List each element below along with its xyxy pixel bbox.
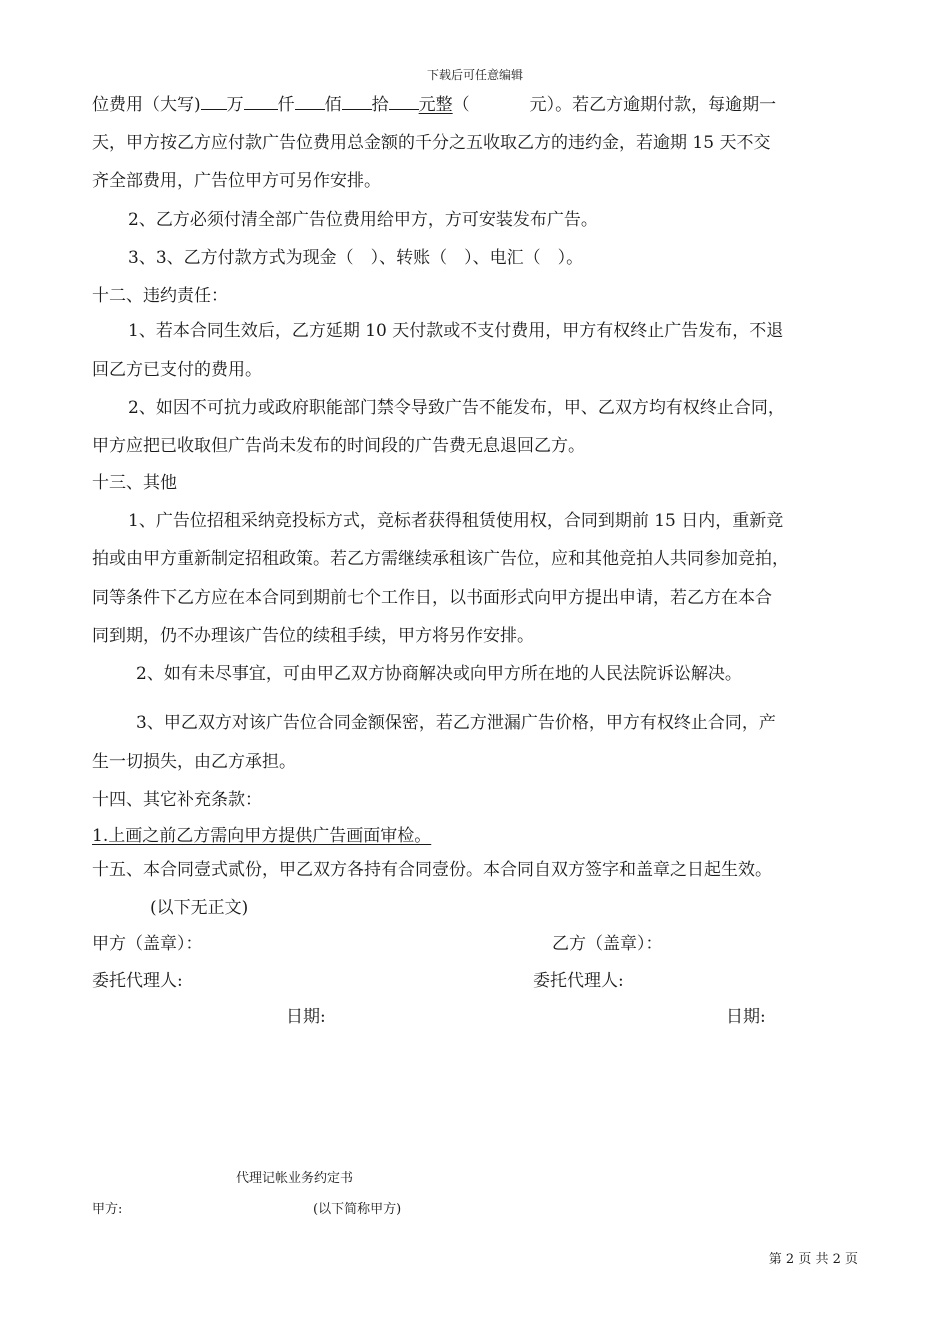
section-13-item-1-line-2: 拍或由甲方重新制定招租政策。若乙方需继续承租该广告位，应和其他竞拍人共同参加竞拍， bbox=[92, 549, 789, 569]
agent-party-a: 委托代理人: bbox=[92, 971, 183, 991]
unit-qian: 仟 bbox=[277, 95, 295, 115]
fee-line-2: 天，甲方按乙方应付款广告位费用总金额的千分之五收取乙方的违约金，若逾期 15 天不交 bbox=[92, 133, 771, 153]
next-doc-party-a: 甲方: bbox=[92, 1202, 123, 1217]
section-13-item-1-line-3: 同等条件下乙方应在本合同到期前七个工作日，以书面形式向甲方提出申请，若乙方在本合 bbox=[92, 588, 772, 608]
paren-open: （ bbox=[452, 95, 470, 115]
section-12-item-2-line-2: 甲方应把已收取但广告尚未发布的时间段的广告费无息退回乙方。 bbox=[92, 436, 585, 456]
blank-wan bbox=[201, 92, 227, 110]
date-party-b: 日期: bbox=[726, 1007, 766, 1027]
section-15-text: 十五、本合同壹式贰份，甲乙双方各持有合同壹份。本合同自双方签字和盖章之日起生效。 bbox=[92, 860, 772, 880]
page-header-note: 下载后可任意编辑 bbox=[426, 68, 523, 82]
unit-shi: 拾 bbox=[371, 95, 389, 115]
signature-party-a: 甲方（盖章）： bbox=[92, 934, 203, 954]
blank-bai bbox=[295, 92, 325, 110]
section-13-item-1-line-1: 1、广告位招租采纳竞投标方式，竞标者获得租赁使用权，合同到期前 15 日内，重新竞 bbox=[128, 511, 784, 531]
section-13-title: 十三、其他 bbox=[92, 473, 177, 493]
section-13-item-3-line-1: 3、甲乙双方对该广告位合同金额保密，若乙方泄漏广告价格，甲方有权终止合同，产 bbox=[136, 713, 776, 733]
date-party-a: 日期: bbox=[286, 1007, 326, 1027]
section-12-item-1-line-2: 回乙方已支付的费用。 bbox=[92, 360, 262, 380]
next-doc-party-a-note: (以下简称甲方) bbox=[313, 1202, 402, 1217]
section-14-item-1: 1.上画之前乙方需向甲方提供广告画面审检。 bbox=[92, 826, 432, 846]
section-13-item-1-line-4: 同到期，仍不办理该广告位的续租手续，甲方将另作安排。 bbox=[92, 626, 534, 646]
blank-shi bbox=[342, 92, 372, 110]
section-12-title: 十二、违约责任： bbox=[92, 286, 228, 306]
section-13-item-2: 2、如有未尽事宜，可由甲乙双方协商解决或向甲方所在地的人民法院诉讼解决。 bbox=[136, 664, 742, 684]
section-12-item-2-line-1: 2、如因不可抗力或政府职能部门禁令导致广告不能发布，甲、乙双方均有权终止合同， bbox=[128, 398, 785, 418]
unit-yuan: 元整 bbox=[418, 95, 453, 115]
blank-yuan bbox=[389, 92, 419, 110]
paren-close: 元）。若乙方逾期付款，每逾期一 bbox=[529, 95, 777, 115]
end-note: (以下无正文) bbox=[150, 898, 249, 918]
next-doc-title: 代理记帐业务约定书 bbox=[236, 1171, 354, 1186]
agent-party-b: 委托代理人: bbox=[533, 971, 624, 991]
blank-qian bbox=[244, 92, 278, 110]
fee-line-3: 齐全部费用，广告位甲方可另作安排。 bbox=[92, 171, 381, 191]
unit-wan: 万 bbox=[226, 95, 244, 115]
section-12-item-1-line-1: 1、若本合同生效后，乙方延期 10 天付款或不支付费用，甲方有权终止广告发布，不退 bbox=[128, 321, 784, 341]
fee-amount-line bbox=[92, 92, 776, 116]
payment-item-3: 3、3、乙方付款方式为现金（ ）、转账（ ）、电汇（ ）。 bbox=[128, 248, 584, 268]
section-14-title: 十四、其它补充条款： bbox=[92, 790, 262, 810]
signature-party-b: 乙方（盖章）： bbox=[552, 934, 663, 954]
payment-item-2: 2、乙方必须付清全部广告位费用给甲方，方可安装发布广告。 bbox=[128, 210, 598, 230]
fee-prefix: 位费用（大写) bbox=[92, 95, 201, 115]
page-number: 第 2 页 共 2 页 bbox=[768, 1252, 858, 1267]
section-13-item-3-line-2: 生一切损失，由乙方承担。 bbox=[92, 752, 296, 772]
unit-bai: 佰 bbox=[324, 95, 342, 115]
